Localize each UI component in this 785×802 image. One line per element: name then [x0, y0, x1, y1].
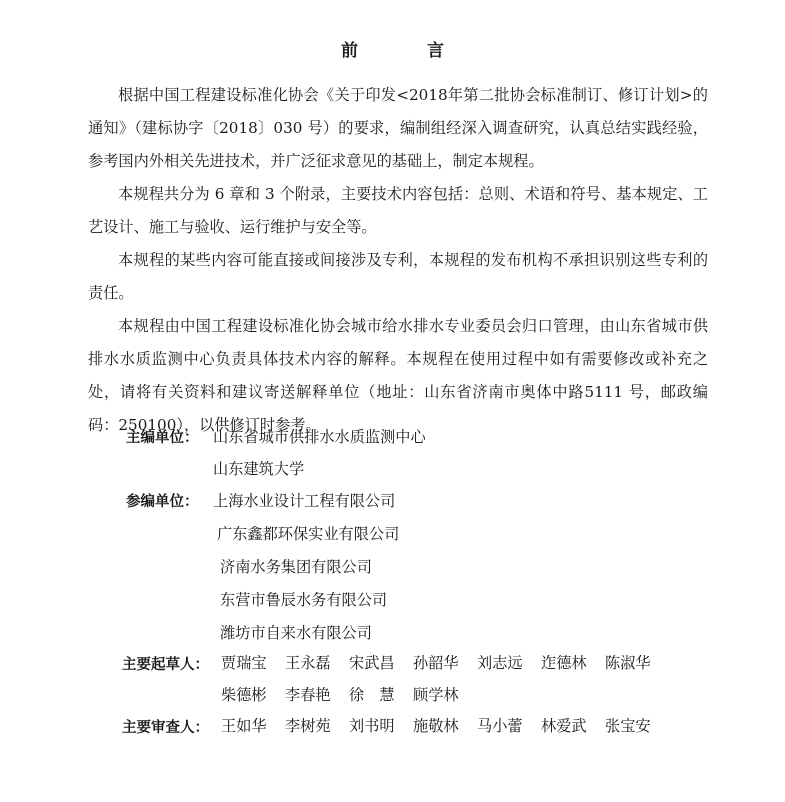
reviewer-name: 施敬林 — [413, 717, 459, 735]
reviewer-name: 张宝安 — [605, 717, 651, 735]
page-title: 前 言 — [341, 41, 470, 61]
drafters-row-1 — [221, 652, 669, 673]
preface-body — [88, 79, 708, 442]
chief-units-label: 主编单位： — [126, 430, 199, 446]
reviewer-name: 林爱武 — [541, 717, 587, 735]
reviewer-name: 王如华 — [221, 717, 267, 735]
participating-unit-item: 济南水务集团有限公司 — [220, 558, 372, 576]
chief-unit-item: 山东建筑大学 — [213, 460, 305, 478]
drafter-name: 贾瑞宝 — [221, 654, 267, 672]
drafter-name: 宋武昌 — [349, 654, 395, 672]
reviewers-label: 主要审查人： — [122, 720, 209, 736]
reviewers-row-1 — [221, 715, 669, 736]
reviewer-name: 李树苑 — [285, 717, 331, 735]
drafter-name: 徐 慧 — [349, 686, 395, 704]
drafters-label: 主要起草人： — [122, 657, 209, 673]
chief-unit-item: 山东省城市供排水水质监测中心 — [213, 428, 426, 446]
drafter-name: 王永磊 — [285, 654, 331, 672]
reviewer-name: 刘书明 — [349, 717, 395, 735]
drafter-name: 迮德林 — [541, 654, 587, 672]
participating-units-label: 参编单位： — [126, 494, 199, 510]
participating-unit-item: 潍坊市自来水有限公司 — [220, 624, 372, 642]
drafter-name: 柴德彬 — [221, 686, 267, 704]
participating-unit-item: 东营市鲁辰水务有限公司 — [220, 591, 388, 609]
paragraph-management: 本规程由中国工程建设标准化协会城市给水排水专业委员会归口管理，由山东省城市供排水水质监测中心负责具体技术内容的解释。本规程在使用过程中如有需要修改或补充之处，请将有关资料和建议寄送解释单位（地址：山东省济南市奥体中路5111 号，邮政编码：250100），以供修订时参考。 — [88, 317, 708, 434]
drafter-name: 陈淑华 — [605, 654, 651, 672]
drafter-name: 顾学林 — [413, 686, 459, 704]
paragraph-basis: 根据中国工程建设标准化协会《关于印发<2018年第二批协会标准制订、修订计划>的通知》（建标协字〔2018〕030 号）的要求，编制组经深入调查研究，认真总结实践经验，参考国内外相关先进技术，并广泛征求意见的基础上，制定本规程。 — [88, 86, 708, 170]
drafter-name: 李春艳 — [285, 686, 331, 704]
drafters-row-2 — [221, 684, 477, 705]
drafter-name: 孙韶华 — [413, 654, 459, 672]
participating-unit-item: 广东鑫都环保实业有限公司 — [217, 525, 400, 543]
paragraph-contents: 本规程共分为 6 章和 3 个附录，主要技术内容包括：总则、术语和符号、基本规定、工艺设计、施工与验收、运行维护与安全等。 — [88, 185, 708, 236]
reviewer-name: 马小蕾 — [477, 717, 523, 735]
drafter-name: 刘志远 — [477, 654, 523, 672]
paragraph-patent: 本规程的某些内容可能直接或间接涉及专利，本规程的发布机构不承担识别这些专利的责任。 — [88, 251, 708, 302]
participating-unit-item: 上海水业设计工程有限公司 — [213, 492, 396, 510]
